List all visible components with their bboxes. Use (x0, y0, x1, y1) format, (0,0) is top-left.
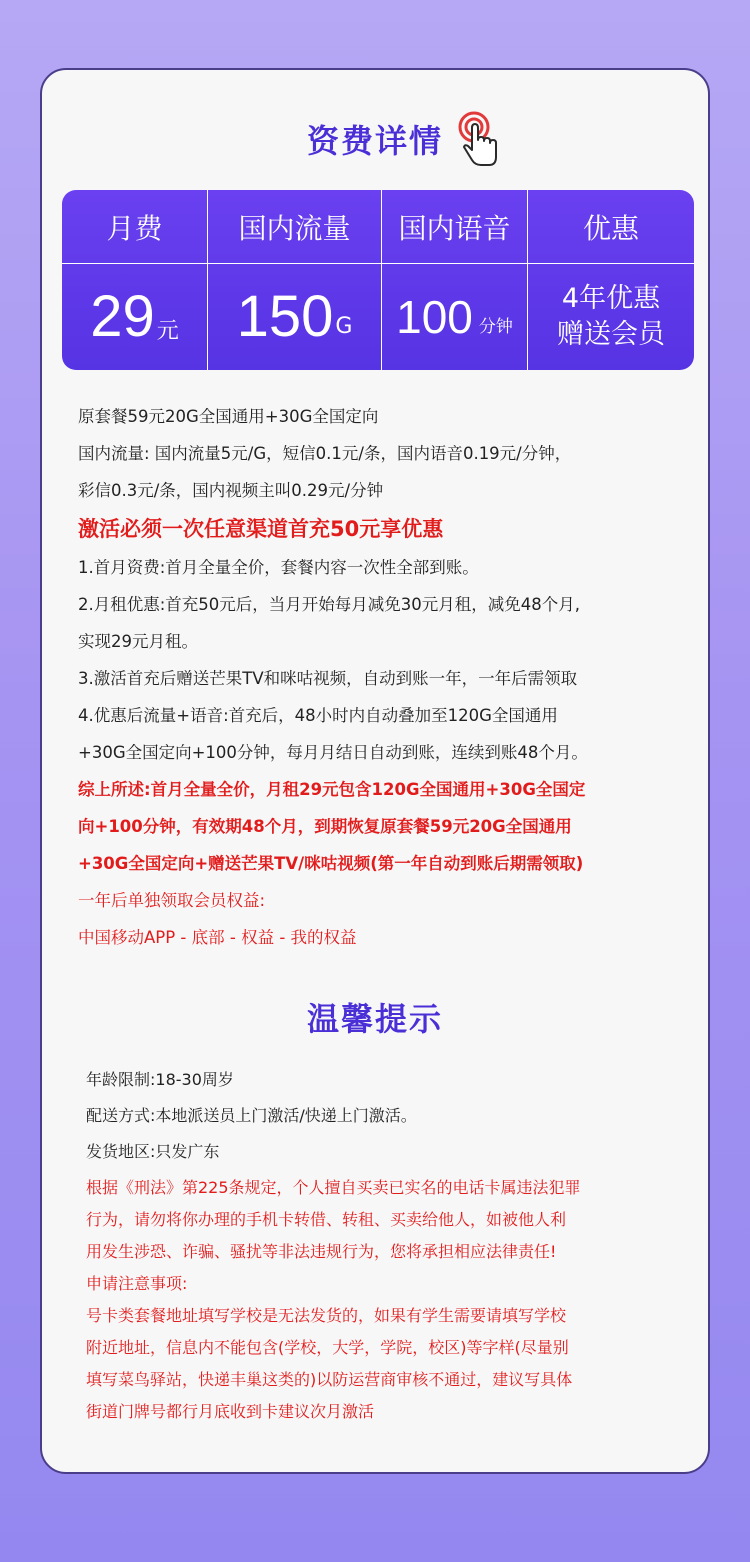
tip-line: 发货地区:只发广东 (86, 1142, 220, 1161)
summary-line: +30G全国定向+赠送芒果TV/咪咕视频(第一年自动到账后期需领取) (78, 854, 584, 873)
detail-line: 彩信0.3元/条，国内视频主叫0.29元/分钟 (78, 481, 384, 500)
voice-value (382, 264, 528, 370)
header-domestic-voice: 国内语音 (382, 190, 528, 264)
application-note-line: 号卡类套餐地址填写学校是无法发货的，如果有学生需要请填写学校 (86, 1306, 567, 1325)
header-monthly-fee: 月费 (62, 190, 208, 264)
promo-line-2: 赠送会员 (557, 319, 665, 350)
detail-line: 2.月租优惠:首充50元后，当月开始每月减免30元月租，减免48个月, (78, 595, 581, 614)
monthly-fee-value (62, 264, 208, 370)
detail-line: 国内流量: 国内流量5元/G，短信0.1元/条，国内语音0.19元/分钟， (78, 444, 572, 463)
application-note-line: 街道门牌号都行月底收到卡建议次月激活 (86, 1402, 375, 1421)
benefit-note: 一年后单独领取会员权益: (78, 891, 266, 910)
data-unit: G (335, 314, 353, 339)
voice-number: 100 (396, 291, 473, 343)
tips-title: 温馨提示 (306, 1000, 443, 1038)
application-note-line: 填写菜鸟驿站，快递丰巢这类的)以防运营商审核不通过，建议写具体 (86, 1370, 573, 1389)
tips-list (86, 1062, 686, 1428)
benefit-path: 中国移动APP - 底部 - 权益 - 我的权益 (78, 928, 357, 947)
monthly-fee-unit: 元 (156, 319, 179, 344)
detail-line: 3.激活首充后赠送芒果TV和咪咕视频，自动到账一年，一年后需领取 (78, 669, 578, 688)
plan-details (78, 398, 688, 956)
plan-card (40, 68, 710, 1474)
detail-line: 原套餐59元20G全国通用+30G全国定向 (78, 407, 379, 426)
detail-line: 1.首月资费:首月全量全价，套餐内容一次性全部到账。 (78, 558, 479, 577)
voice-unit: 分钟 (478, 317, 513, 337)
detail-line: 实现29元月租。 (78, 632, 198, 651)
header-domestic-data: 国内流量 (208, 190, 382, 264)
application-note-line: 附近地址，信息内不能包含(学校，大学，学院，校区)等字样(尽量别 (86, 1338, 569, 1357)
tip-line: 配送方式:本地派送员上门激活/快递上门激活。 (86, 1106, 417, 1125)
detail-line: +30G全国定向+100分钟，每月月结日自动到账，连续到账48个月。 (78, 743, 588, 762)
summary-line: 综上所述:首月全量全价，月租29元包含120G全国通用+30G全国定 (78, 780, 586, 799)
promo-value (528, 264, 694, 370)
data-number: 150 (236, 284, 334, 349)
header-promotion: 优惠 (528, 190, 694, 264)
tip-line: 年龄限制:18-30周岁 (86, 1070, 234, 1089)
promo-line-1: 4年优惠 (561, 283, 661, 314)
application-notes-heading: 申请注意事项: (86, 1274, 188, 1293)
tap-finger-icon (457, 110, 501, 168)
detail-line: 4.优惠后流量+语音:首充后，48小时内自动叠加至120G全国通用 (78, 706, 558, 725)
summary-line: 向+100分钟，有效期48个月，到期恢复原套餐59元20G全国通用 (78, 817, 572, 836)
legal-warning-line: 行为，请勿将你办理的手机卡转借、转租、买卖给他人，如被他人利 (86, 1210, 567, 1229)
legal-warning-line: 根据《刑法》第225条规定，个人擅自买卖已实名的电话卡属违法犯罪 (86, 1178, 581, 1197)
monthly-fee-number: 29 (90, 284, 155, 349)
data-value (208, 264, 382, 370)
page-title: 资费详情 (306, 122, 443, 160)
activation-requirement: 激活必须一次任意渠道首充50元享优惠 (78, 517, 444, 541)
legal-warning-line: 用发生涉恐、诈骗、骚扰等非法违规行为，您将承担相应法律责任! (86, 1242, 557, 1261)
price-table (62, 190, 694, 370)
